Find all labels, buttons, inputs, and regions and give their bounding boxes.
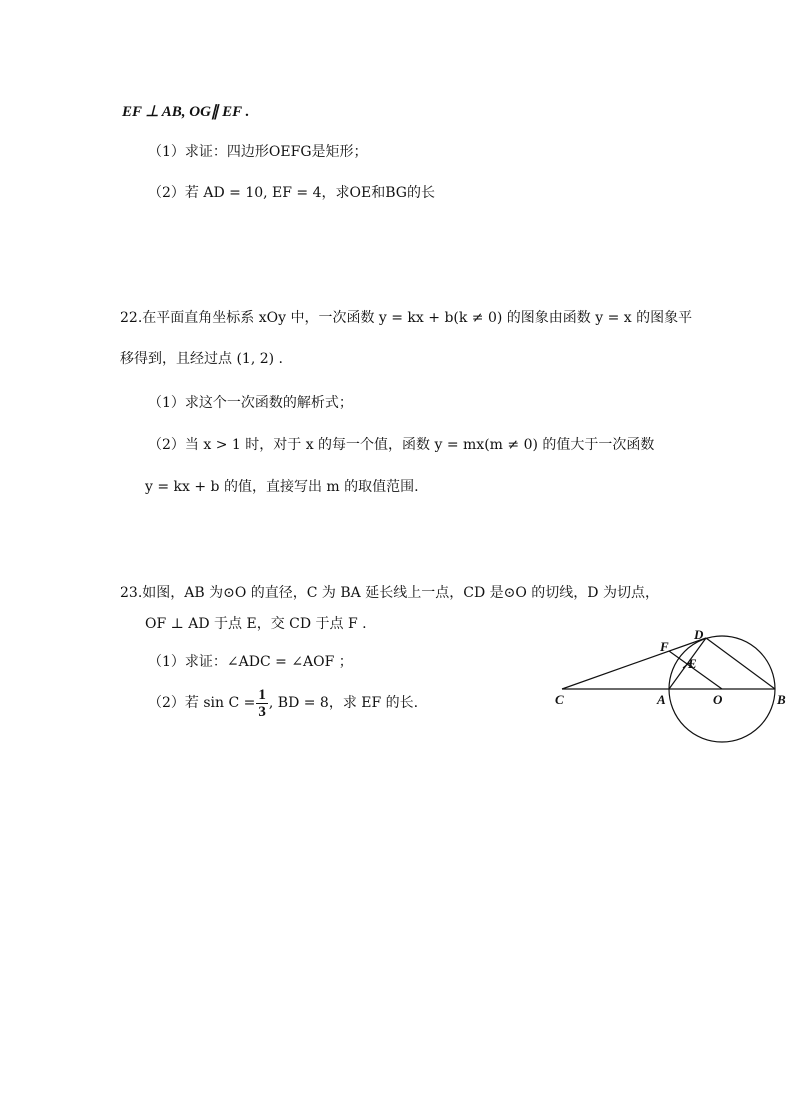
label-e: E	[688, 656, 697, 671]
label-d: D	[694, 627, 704, 642]
q23-stem-line1: 23.如图，AB 为⊙O 的直径，C 为 BA 延长线上一点，CD 是⊙O 的切线，D 为切点，	[120, 585, 659, 601]
q22-part2-line1: （2）当 x > 1 时，对于 x 的每一个值，函数 y = mx(m ≠ 0) 的值大于一次函数	[148, 437, 655, 453]
q22-stem-line1: 22.在平面直角坐标系 xOy 中，一次函数 y = kx + b(k ≠ 0) 的图象由函数 y = x 的图象平	[120, 310, 693, 326]
label-o: O	[713, 692, 723, 707]
q22-part2-line2: y = kx + b 的值，直接写出 m 的取值范围.	[145, 479, 419, 495]
label-b: B	[777, 692, 786, 707]
label-a: A	[657, 692, 666, 707]
prev-part1: （1）求证：四边形OEFG是矩形；	[148, 144, 368, 160]
geometry-figure	[545, 622, 790, 752]
q22-stem-line2: 移得到，且经过点 (1, 2) .	[120, 351, 283, 367]
fraction-numerator: 1	[258, 686, 266, 703]
prev-part2: （2）若 AD = 10, EF = 4，求OE和BG的长	[148, 185, 435, 201]
prev-condition: EF ⊥ AB, OG∥ EF .	[122, 104, 250, 120]
label-f: F	[660, 639, 669, 654]
fraction-one-third	[256, 687, 268, 720]
q23-part2-prefix: （2）若 sin C =	[148, 695, 256, 711]
segment-cd	[562, 638, 706, 689]
fraction-denominator: 3	[258, 703, 266, 720]
q22-part1: （1）求这个一次函数的解析式；	[148, 395, 353, 411]
label-c: C	[555, 692, 564, 707]
q23-part2	[148, 683, 418, 723]
q23-stem-line2: OF ⊥ AD 于点 E，交 CD 于点 F .	[145, 616, 367, 632]
q23-part2-suffix: , BD = 8，求 EF 的长.	[268, 695, 419, 711]
q23-part1: （1）求证：∠ADC = ∠AOF ；	[148, 654, 353, 670]
segment-db	[706, 638, 775, 689]
